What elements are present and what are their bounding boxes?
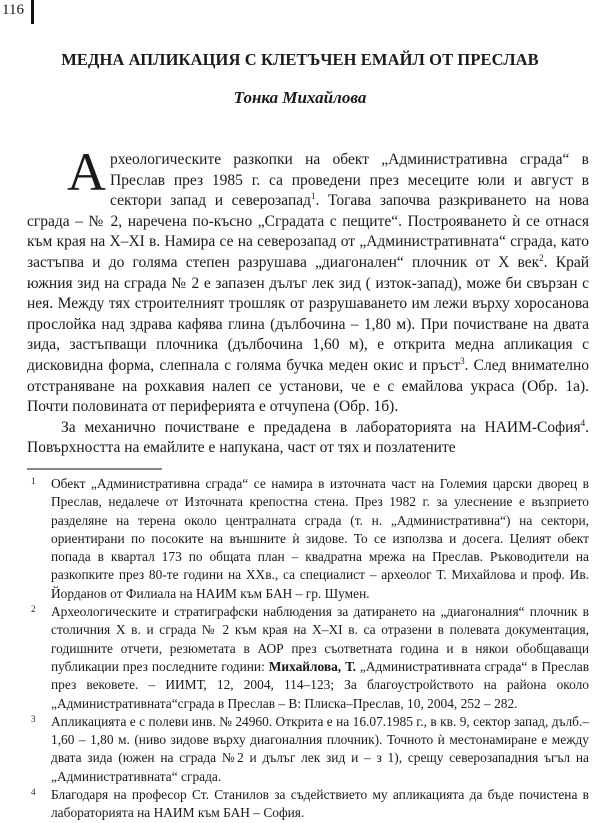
article-title: МЕДНА АПЛИКАЦИЯ С КЛЕТЪЧЕН ЕМАЙЛ ОТ ПРЕСЛАВ (61, 50, 539, 69)
footnote-4: 4 Благодаря на професор Ст. Станилов за съдействието му апликацията да бъде почистена в лабораторията на НАИМ към БАН – София. (27, 786, 589, 823)
footnote-number: 2 (31, 604, 36, 615)
footnote-3: 3 Апликацията е с полеви инв. № 24960. Открита е на 16.07.1985 г., в кв. 9, сектор запад, дълб.–1,60 – 1,80 м. (ниво зидове върху диагоналния плочник). Точното ѝ местонамиране е между двата зида (южен на сграда №2 и дълъг лек зид и – з 1), срещу северозападния ъгъл на „Административната“ сграда. (27, 713, 589, 786)
drop-cap: А (67, 142, 106, 202)
footnote-number: 3 (31, 713, 36, 724)
footnote-ref-4[interactable]: 4 (580, 417, 586, 428)
footnote-separator (27, 468, 162, 470)
footnote-number: 4 (31, 787, 36, 798)
page-number: 116 (2, 2, 24, 18)
footnote-1: 1 Обект „Административна сграда“ се намира в източната част на Големия царски дворец в Преслав, недалече от Източната крепостна стена. През 1982 г. за улеснение е възприето разделяне на терена около централната сграда (т. н. „Административна“) на сектори, ориентирани по посоките на външните ѝ зидове. То се използва и досега. Целият обект попада в квартал 173 по общата план – квадратна мрежа на Преслав. Ръководители на разкопките през 80-те години на XXв., са специалист – археолог Т. Михайлова и проф. Ив. Йорданов от Филиала на НАИМ към БАН – гр. Шумен. (27, 475, 589, 603)
paragraph-1: Археологическите разкопки на обект „Административна сграда“ в Преслав през 1985 г. са проведени през месеците юли и август в сектори запад и северозапад$^1$. Тогава започва разкриването на нова сграда – № 2, наречена по-късно „Сградата с пещите“. Построяването ѝ се отнася към края на X–XI в. Намира се на северозапад от „Административната“ сграда, като застъпва и до голяма степен разрушава „диагонален“ плочник от X век$^2$. Край южния зид на сграда № 2 е запазен дълъг лек зид ( изток-запад), може би свързан с нея. Между тях строителният трошляк от разрушаването им лежи върху хоросанова прослойка над здрава кафява глина (дълбочина – 1,80 м). При почистване на двата зида, застъпващи плочника (дълбочина 1,60 м), е открита медна апликация с дисковидна форма, слепнала с голяма бучка меден окис и пръст$^3$. След внимателно отстраняване на рохкавия налеп се установи, че е с емайлова украса (Обр. 1а). Почти половината от периферията е отчупена (Обр. 1б). (27, 142, 590, 416)
article-body (27, 142, 590, 459)
footnote-ref-3[interactable]: 3 (460, 355, 465, 366)
footnotes (27, 475, 589, 823)
footnote-ref-2[interactable]: 2 (539, 252, 544, 263)
footnote-2: 2 Археологическите и стратиграфски наблюдения за датирането на „диагоналния“ плочник в столичния X в. и сграда № 2 към края на X–XI в. са отразени в полевата документация, годишните отчети, резюметата в АОР през съответната година и в някои обобщаващи публикации през последните години: Михайлова, Т. „Административната сграда“ в Преслав през вековете. – ИИМТ, 12, 2004, 114–123; За благоустройството на района около „Административната“сграда в Преслав – В: Плиска–Преслав, 10, 2004, 252 – 282. (27, 603, 589, 713)
article-author: Тонка Михайлова (233, 88, 367, 107)
paragraph-2: За механично почистване е предадена в лабораторията на НАИМ-София$^4$. Повърхността на емайлите е напукана, част от тях и позлатените (27, 417, 589, 457)
cited-author: Михайлова, Т. (268, 658, 357, 674)
footnote-number: 1 (31, 476, 36, 486)
page-number-divider (31, 0, 34, 24)
footnote-ref-1[interactable]: 1 (311, 191, 316, 202)
